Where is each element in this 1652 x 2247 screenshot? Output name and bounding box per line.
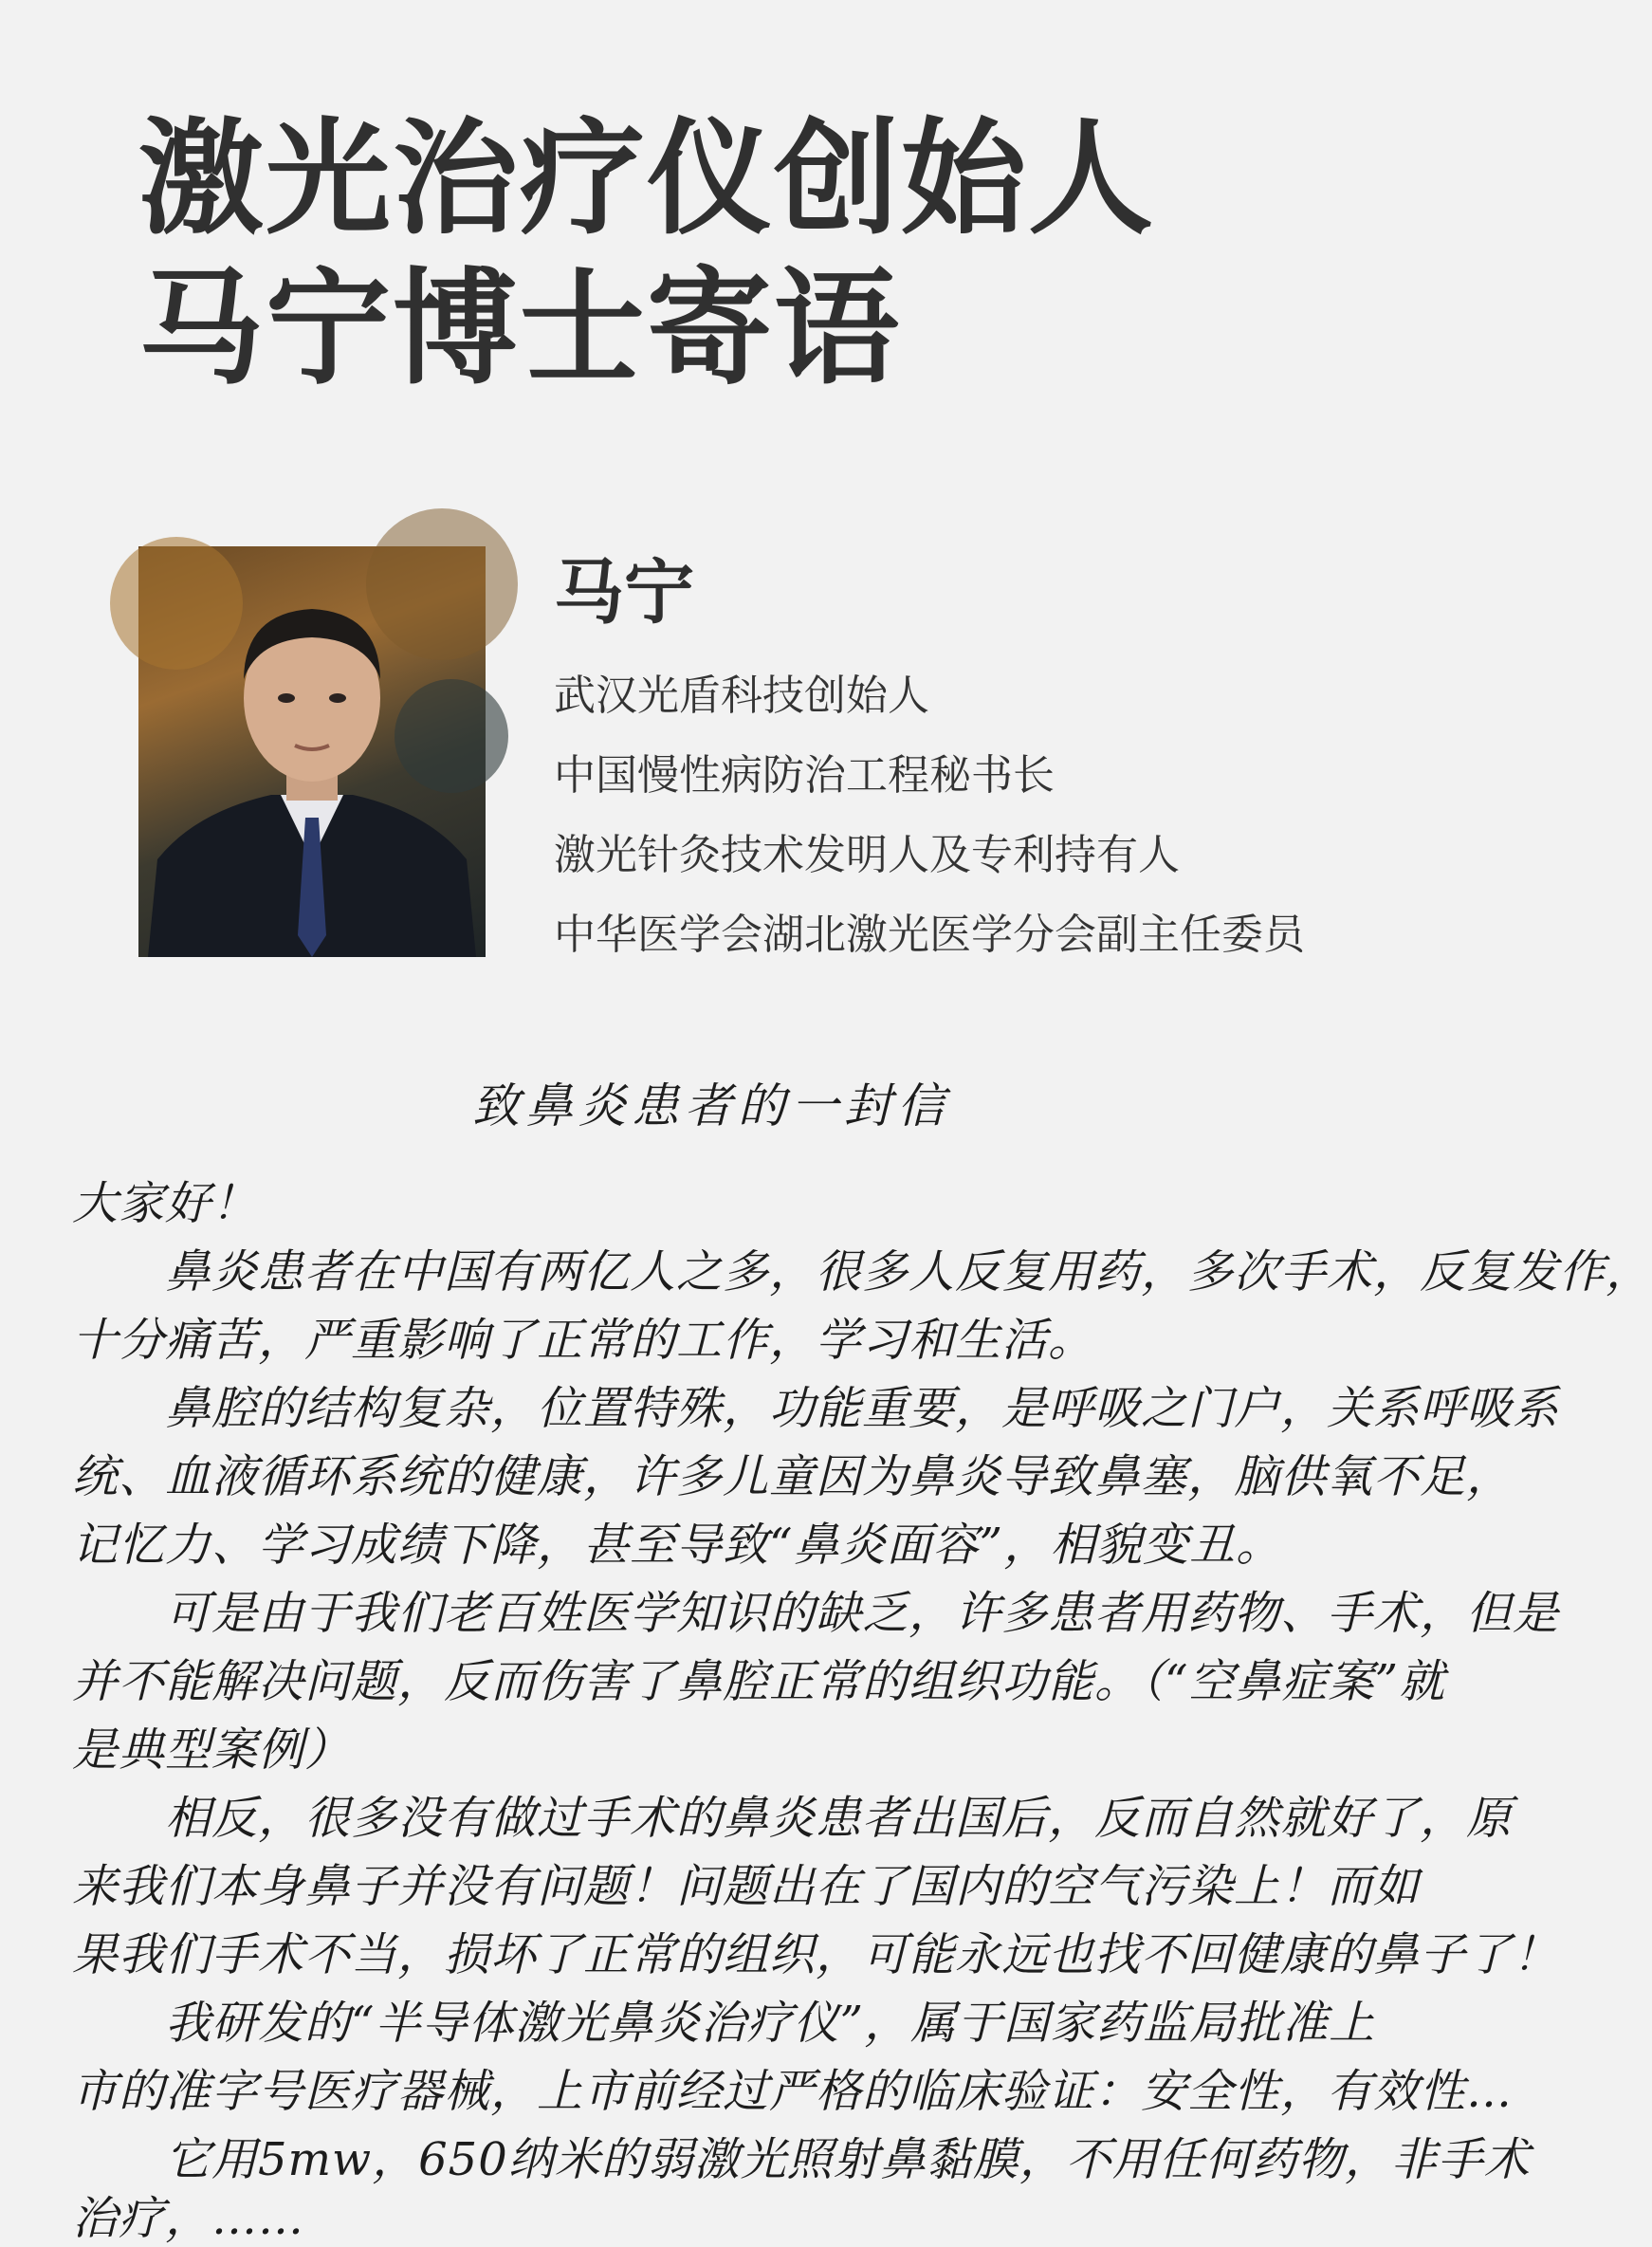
letter-line: 并不能解决问题，反而伤害了鼻腔正常的组织功能。（“空鼻症案”就 bbox=[72, 1655, 1446, 1708]
letter-line: 治疗，…… bbox=[72, 2192, 305, 2245]
letter-line: 果我们手术不当，损坏了正常的组织，可能永远也找不回健康的鼻子了！ bbox=[72, 1928, 1560, 1981]
handwritten-letter bbox=[0, 1043, 1652, 2245]
profile-role: 武汉光盾科技创始人 bbox=[554, 672, 929, 720]
profile-role: 中国慢性病防治工程秘书长 bbox=[554, 751, 1055, 800]
letter-line: 十分痛苦，严重影响了正常的工作，学习和生活。 bbox=[72, 1314, 1095, 1367]
portrait-illustration bbox=[138, 546, 486, 957]
letter-line: 相反，很多没有做过手术的鼻炎患者出国后，反而自然就好了，原 bbox=[72, 1792, 1514, 1845]
profile-role: 中华医学会湖北激光医学分会副主任委员 bbox=[554, 911, 1305, 959]
letter-line: 是典型案例） bbox=[72, 1723, 352, 1777]
letter-line: 它用5mw，650纳米的弱激光照射鼻黏膜，不用任何药物，非手术 bbox=[72, 2133, 1531, 2186]
profile-info bbox=[554, 550, 1305, 975]
letter-line: 鼻腔的结构复杂，位置特殊，功能重要，是呼吸之门户，关系呼吸系 bbox=[72, 1382, 1560, 1435]
letter-line: 鼻炎患者在中国有两亿人之多，很多人反复用药，多次手术，反复发作， bbox=[72, 1245, 1652, 1298]
title-line-1: 激光治疗仪创始人 bbox=[138, 106, 1155, 252]
letter-line: 来我们本身鼻子并没有问题！问题出在了国内的空气污染上！而如 bbox=[72, 1860, 1421, 1913]
title-line-2: 马宁博士寄语 bbox=[138, 256, 901, 402]
letter-line: 市的准字号医疗器械，上市前经过严格的临床验证：安全性，有效性… bbox=[72, 2065, 1514, 2118]
profile-name: 马宁 bbox=[554, 552, 694, 634]
letter-line: 可是由于我们老百姓医学知识的缺乏，许多患者用药物、手术，但是 bbox=[72, 1587, 1560, 1640]
profile-role: 激光针灸技术发明人及专利持有人 bbox=[554, 831, 1180, 879]
letter-heading: 致鼻炎患者的一封信 bbox=[472, 1078, 950, 1133]
portrait-photo bbox=[138, 546, 486, 957]
letter-line: 统、血液循环系统的健康，许多儿童因为鼻炎导致鼻塞，脑供氧不足， bbox=[72, 1450, 1514, 1503]
letter-line: 记忆力、学习成绩下降，甚至导致“鼻炎面容”，相貌变丑。 bbox=[72, 1519, 1283, 1572]
letter-line: 大家好！ bbox=[72, 1177, 259, 1230]
page-title bbox=[138, 104, 1155, 404]
letter-line: 我研发的“半导体激光鼻炎治疗仪”，属于国家药监局批准上 bbox=[72, 1997, 1376, 2050]
